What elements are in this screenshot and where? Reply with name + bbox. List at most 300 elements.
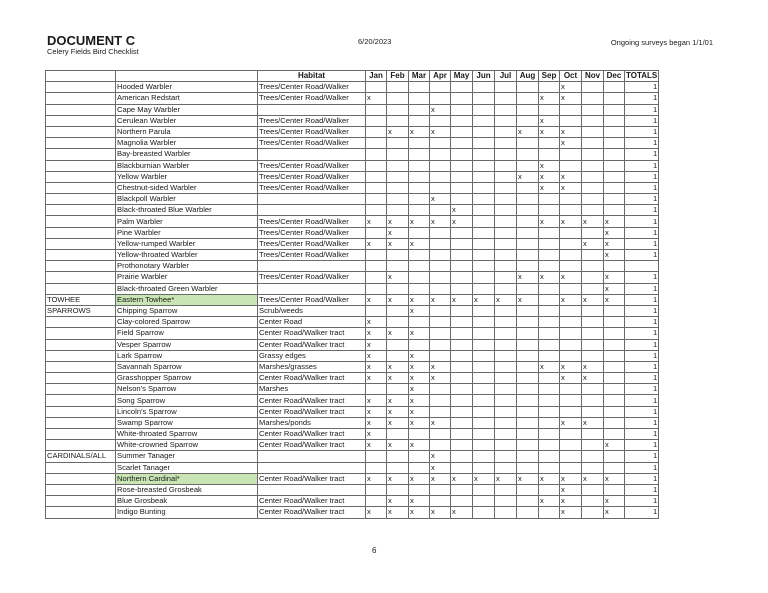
month-mark-cell: x xyxy=(387,440,409,451)
survey-note: Ongoing surveys began 1/1/01 xyxy=(610,38,713,47)
group-cell xyxy=(46,484,116,495)
month-mark-cell xyxy=(560,317,582,328)
month-mark-cell: x xyxy=(430,104,451,115)
species-cell: Cape May Warbler xyxy=(116,104,258,115)
month-mark-cell xyxy=(451,305,473,316)
month-mark-cell: x xyxy=(409,395,430,406)
table-row xyxy=(46,305,659,316)
month-mark-cell xyxy=(473,484,495,495)
group-cell xyxy=(46,115,116,126)
month-mark-cell xyxy=(539,82,560,93)
month-mark-cell xyxy=(451,417,473,428)
month-mark-cell xyxy=(451,429,473,440)
month-mark-cell xyxy=(582,82,604,93)
month-mark-cell xyxy=(430,171,451,182)
month-mark-cell: x xyxy=(604,294,625,305)
month-mark-cell: x xyxy=(560,93,582,104)
month-mark-cell xyxy=(387,350,409,361)
species-cell: Black-throated Blue Warbler xyxy=(116,205,258,216)
habitat-cell: Center Road xyxy=(258,317,366,328)
month-mark-cell xyxy=(473,462,495,473)
group-cell: CARDINALS/ALL xyxy=(46,451,116,462)
table-row xyxy=(46,194,659,205)
table-row xyxy=(46,227,659,238)
month-mark-cell xyxy=(582,406,604,417)
month-mark-cell xyxy=(387,194,409,205)
month-mark-cell xyxy=(517,194,539,205)
month-mark-cell xyxy=(473,283,495,294)
month-mark-cell xyxy=(539,250,560,261)
header-totals: TOTALS xyxy=(626,71,658,81)
month-mark-cell xyxy=(582,272,604,283)
month-mark-cell xyxy=(366,82,387,93)
month-mark-cell xyxy=(387,317,409,328)
month-mark-cell xyxy=(604,339,625,350)
month-mark-cell xyxy=(366,261,387,272)
month-mark-cell xyxy=(582,339,604,350)
month-mark-cell xyxy=(430,305,451,316)
total-cell: 1 xyxy=(625,138,659,149)
month-mark-cell xyxy=(560,115,582,126)
month-mark-cell xyxy=(495,138,517,149)
month-mark-cell: x xyxy=(517,272,539,283)
month-mark-cell xyxy=(495,104,517,115)
month-mark-cell: x xyxy=(604,238,625,249)
month-mark-cell xyxy=(517,82,539,93)
month-mark-cell xyxy=(409,93,430,104)
habitat-cell: Trees/Center Road/Walker xyxy=(258,238,366,249)
month-mark-cell xyxy=(604,205,625,216)
total-cell: 1 xyxy=(625,194,659,205)
month-mark-cell xyxy=(560,429,582,440)
table-row xyxy=(46,429,659,440)
table-row xyxy=(46,261,659,272)
month-mark-cell xyxy=(409,138,430,149)
month-mark-cell xyxy=(430,82,451,93)
species-cell: American Redstart xyxy=(116,93,258,104)
month-mark-cell xyxy=(582,227,604,238)
month-mark-cell xyxy=(430,115,451,126)
month-mark-cell xyxy=(539,462,560,473)
habitat-cell: Center Road/Walker tract xyxy=(258,473,366,484)
table-row xyxy=(46,417,659,428)
month-mark-cell xyxy=(517,138,539,149)
table-row xyxy=(46,339,659,350)
month-mark-cell xyxy=(582,283,604,294)
month-mark-cell: x xyxy=(387,507,409,518)
habitat-cell: Trees/Center Road/Walker xyxy=(258,126,366,137)
habitat-cell xyxy=(258,194,366,205)
header-feb: Feb xyxy=(387,71,409,82)
month-mark-cell xyxy=(366,104,387,115)
month-mark-cell xyxy=(604,361,625,372)
group-cell xyxy=(46,138,116,149)
table-row xyxy=(46,496,659,507)
habitat-cell: Trees/Center Road/Walker xyxy=(258,138,366,149)
month-mark-cell xyxy=(430,440,451,451)
month-mark-cell xyxy=(430,250,451,261)
month-mark-cell xyxy=(582,171,604,182)
table-row xyxy=(46,149,659,160)
group-cell xyxy=(46,429,116,440)
month-mark-cell xyxy=(495,317,517,328)
month-mark-cell xyxy=(473,126,495,137)
month-mark-cell xyxy=(560,194,582,205)
total-cell: 1 xyxy=(625,115,659,126)
month-mark-cell xyxy=(409,250,430,261)
month-mark-cell xyxy=(539,138,560,149)
species-cell: White-throated Sparrow xyxy=(116,429,258,440)
month-mark-cell xyxy=(473,138,495,149)
month-mark-cell xyxy=(409,429,430,440)
month-mark-cell: x xyxy=(495,294,517,305)
month-mark-cell xyxy=(387,451,409,462)
group-cell xyxy=(46,384,116,395)
habitat-cell xyxy=(258,451,366,462)
month-mark-cell: x xyxy=(560,507,582,518)
header-habitat: Habitat xyxy=(258,71,366,82)
total-cell: 1 xyxy=(625,406,659,417)
month-mark-cell: x xyxy=(560,272,582,283)
group-cell xyxy=(46,82,116,93)
month-mark-cell xyxy=(430,384,451,395)
habitat-cell xyxy=(258,149,366,160)
month-mark-cell xyxy=(366,171,387,182)
month-mark-cell xyxy=(539,406,560,417)
month-mark-cell xyxy=(430,238,451,249)
header-jul: Jul xyxy=(495,71,517,82)
month-mark-cell xyxy=(387,462,409,473)
group-cell xyxy=(46,440,116,451)
month-mark-cell xyxy=(539,484,560,495)
month-mark-cell xyxy=(451,115,473,126)
group-cell xyxy=(46,350,116,361)
month-mark-cell: x xyxy=(539,182,560,193)
month-mark-cell xyxy=(495,384,517,395)
species-cell: Northern Parula xyxy=(116,126,258,137)
habitat-cell: Trees/Center Road/Walker xyxy=(258,294,366,305)
month-mark-cell: x xyxy=(387,328,409,339)
species-cell: Vesper Sparrow xyxy=(116,339,258,350)
month-mark-cell xyxy=(495,328,517,339)
month-mark-cell: x xyxy=(451,216,473,227)
month-mark-cell xyxy=(604,451,625,462)
bird-checklist-table xyxy=(45,70,659,519)
month-mark-cell: x xyxy=(582,373,604,384)
month-mark-cell xyxy=(366,160,387,171)
month-mark-cell: x xyxy=(409,496,430,507)
month-mark-cell xyxy=(451,395,473,406)
table-row xyxy=(46,406,659,417)
month-mark-cell xyxy=(366,462,387,473)
month-mark-cell xyxy=(366,496,387,507)
month-mark-cell xyxy=(495,205,517,216)
month-mark-cell xyxy=(495,462,517,473)
month-mark-cell xyxy=(451,194,473,205)
month-mark-cell xyxy=(517,328,539,339)
month-mark-cell xyxy=(560,350,582,361)
month-mark-cell: x xyxy=(387,227,409,238)
group-cell: TOWHEE xyxy=(46,294,116,305)
month-mark-cell xyxy=(539,227,560,238)
month-mark-cell xyxy=(366,451,387,462)
group-cell xyxy=(46,317,116,328)
month-mark-cell xyxy=(560,149,582,160)
month-mark-cell xyxy=(539,261,560,272)
habitat-cell xyxy=(258,484,366,495)
month-mark-cell: x xyxy=(539,272,560,283)
month-mark-cell xyxy=(430,395,451,406)
month-mark-cell xyxy=(560,227,582,238)
month-mark-cell xyxy=(473,227,495,238)
group-cell xyxy=(46,462,116,473)
month-mark-cell xyxy=(517,261,539,272)
month-mark-cell xyxy=(582,149,604,160)
month-mark-cell: x xyxy=(430,462,451,473)
month-mark-cell xyxy=(539,149,560,160)
month-mark-cell xyxy=(517,93,539,104)
month-mark-cell xyxy=(604,484,625,495)
month-mark-cell xyxy=(495,484,517,495)
month-mark-cell: x xyxy=(560,361,582,372)
month-mark-cell: x xyxy=(582,216,604,227)
month-mark-cell xyxy=(451,104,473,115)
month-mark-cell xyxy=(560,205,582,216)
header-nov: Nov xyxy=(582,71,604,82)
total-cell: 1 xyxy=(625,305,659,316)
total-cell: 1 xyxy=(625,93,659,104)
month-mark-cell xyxy=(517,417,539,428)
header-mar: Mar xyxy=(409,71,430,82)
month-mark-cell xyxy=(451,317,473,328)
month-mark-cell xyxy=(517,149,539,160)
month-mark-cell xyxy=(517,484,539,495)
month-mark-cell xyxy=(387,250,409,261)
month-mark-cell xyxy=(517,227,539,238)
habitat-cell: Center Road/Walker tract xyxy=(258,507,366,518)
total-cell: 1 xyxy=(625,283,659,294)
month-mark-cell xyxy=(604,328,625,339)
total-cell: 1 xyxy=(625,328,659,339)
habitat-cell: Marshes xyxy=(258,384,366,395)
month-mark-cell: x xyxy=(409,361,430,372)
month-mark-cell xyxy=(473,149,495,160)
month-mark-cell xyxy=(517,283,539,294)
month-mark-cell xyxy=(430,227,451,238)
month-mark-cell xyxy=(430,272,451,283)
species-cell: Rose-breasted Grosbeak xyxy=(116,484,258,495)
month-mark-cell: x xyxy=(366,373,387,384)
month-mark-cell xyxy=(604,194,625,205)
month-mark-cell xyxy=(560,328,582,339)
page-number: 6 xyxy=(372,546,377,555)
month-mark-cell xyxy=(366,138,387,149)
month-mark-cell xyxy=(430,93,451,104)
table-row xyxy=(46,171,659,182)
month-mark-cell: x xyxy=(430,451,451,462)
month-mark-cell xyxy=(430,350,451,361)
month-mark-cell xyxy=(517,350,539,361)
month-mark-cell: x xyxy=(387,373,409,384)
month-mark-cell xyxy=(539,238,560,249)
month-mark-cell xyxy=(604,82,625,93)
table-row xyxy=(46,216,659,227)
checklist-subtitle: Celery Fields Bird Checklist xyxy=(47,47,139,56)
month-mark-cell: x xyxy=(604,507,625,518)
month-mark-cell xyxy=(539,384,560,395)
group-cell xyxy=(46,473,116,484)
month-mark-cell: x xyxy=(604,283,625,294)
total-cell: 1 xyxy=(625,160,659,171)
table-row xyxy=(46,507,659,518)
month-mark-cell: x xyxy=(409,473,430,484)
month-mark-cell xyxy=(539,205,560,216)
month-mark-cell: x xyxy=(582,238,604,249)
month-mark-cell xyxy=(451,384,473,395)
species-cell: Eastern Towhee* xyxy=(116,294,258,305)
total-cell: 1 xyxy=(625,272,659,283)
month-mark-cell xyxy=(451,339,473,350)
table-row xyxy=(46,451,659,462)
total-cell: 1 xyxy=(625,171,659,182)
month-mark-cell xyxy=(387,305,409,316)
month-mark-cell xyxy=(604,149,625,160)
habitat-cell xyxy=(258,462,366,473)
total-cell: 1 xyxy=(625,126,659,137)
month-mark-cell xyxy=(451,272,473,283)
month-mark-cell xyxy=(582,205,604,216)
group-cell xyxy=(46,126,116,137)
month-mark-cell: x xyxy=(582,361,604,372)
month-mark-cell: x xyxy=(560,82,582,93)
group-cell xyxy=(46,507,116,518)
month-mark-cell xyxy=(451,182,473,193)
month-mark-cell xyxy=(430,496,451,507)
month-mark-cell xyxy=(366,484,387,495)
month-mark-cell: x xyxy=(409,126,430,137)
species-cell: Yellow-throated Warbler xyxy=(116,250,258,261)
month-mark-cell xyxy=(387,115,409,126)
month-mark-cell xyxy=(517,395,539,406)
month-mark-cell xyxy=(409,484,430,495)
total-cell: 1 xyxy=(625,82,659,93)
month-mark-cell: x xyxy=(430,361,451,372)
month-mark-cell xyxy=(539,194,560,205)
month-mark-cell xyxy=(387,182,409,193)
month-mark-cell xyxy=(604,93,625,104)
month-mark-cell: x xyxy=(560,171,582,182)
month-mark-cell xyxy=(366,305,387,316)
habitat-cell: Trees/Center Road/Walker xyxy=(258,182,366,193)
month-mark-cell xyxy=(582,305,604,316)
month-mark-cell xyxy=(409,149,430,160)
month-mark-cell xyxy=(473,496,495,507)
month-mark-cell xyxy=(409,451,430,462)
month-mark-cell xyxy=(387,484,409,495)
month-mark-cell: x xyxy=(539,216,560,227)
total-cell: 1 xyxy=(625,227,659,238)
month-mark-cell xyxy=(430,484,451,495)
total-cell: 1 xyxy=(625,205,659,216)
month-mark-cell xyxy=(430,149,451,160)
month-mark-cell: x xyxy=(409,507,430,518)
month-mark-cell xyxy=(582,182,604,193)
group-cell xyxy=(46,373,116,384)
species-cell: Lark Sparrow xyxy=(116,350,258,361)
month-mark-cell xyxy=(539,317,560,328)
species-cell: Nelson's Sparrow xyxy=(116,384,258,395)
month-mark-cell xyxy=(366,115,387,126)
month-mark-cell: x xyxy=(387,406,409,417)
group-cell xyxy=(46,238,116,249)
month-mark-cell xyxy=(430,182,451,193)
group-cell xyxy=(46,160,116,171)
month-mark-cell xyxy=(495,339,517,350)
month-mark-cell xyxy=(517,451,539,462)
month-mark-cell xyxy=(451,93,473,104)
total-cell: 1 xyxy=(625,473,659,484)
species-cell: Field Sparrow xyxy=(116,328,258,339)
month-mark-cell xyxy=(451,160,473,171)
month-mark-cell xyxy=(473,160,495,171)
month-mark-cell xyxy=(582,451,604,462)
month-mark-cell xyxy=(495,261,517,272)
month-mark-cell: x xyxy=(409,350,430,361)
month-mark-cell xyxy=(409,160,430,171)
month-mark-cell xyxy=(539,429,560,440)
species-cell: Prairie Warbler xyxy=(116,272,258,283)
month-mark-cell xyxy=(604,373,625,384)
month-mark-cell xyxy=(495,395,517,406)
total-cell: 1 xyxy=(625,250,659,261)
month-mark-cell xyxy=(604,182,625,193)
species-cell: Magnolia Warbler xyxy=(116,138,258,149)
month-mark-cell xyxy=(409,82,430,93)
month-mark-cell xyxy=(366,250,387,261)
header-jan: Jan xyxy=(366,71,387,82)
month-mark-cell xyxy=(539,350,560,361)
species-cell: Cerulean Warbler xyxy=(116,115,258,126)
month-mark-cell xyxy=(539,417,560,428)
month-mark-cell xyxy=(604,462,625,473)
month-mark-cell xyxy=(451,82,473,93)
total-cell: 1 xyxy=(625,238,659,249)
month-mark-cell xyxy=(387,261,409,272)
month-mark-cell xyxy=(517,429,539,440)
month-mark-cell xyxy=(517,216,539,227)
total-cell: 1 xyxy=(625,417,659,428)
month-mark-cell xyxy=(582,328,604,339)
month-mark-cell: x xyxy=(430,417,451,428)
month-mark-cell xyxy=(366,272,387,283)
month-mark-cell xyxy=(430,160,451,171)
total-cell: 1 xyxy=(625,507,659,518)
habitat-cell: Center Road/Walker tract xyxy=(258,373,366,384)
month-mark-cell xyxy=(387,149,409,160)
month-mark-cell xyxy=(539,104,560,115)
month-mark-cell xyxy=(517,496,539,507)
group-cell xyxy=(46,216,116,227)
group-cell xyxy=(46,339,116,350)
group-cell xyxy=(46,496,116,507)
month-mark-cell: x xyxy=(430,294,451,305)
total-cell: 1 xyxy=(625,462,659,473)
month-mark-cell: x xyxy=(517,126,539,137)
month-mark-cell: x xyxy=(387,361,409,372)
month-mark-cell xyxy=(495,182,517,193)
table-row xyxy=(46,205,659,216)
month-mark-cell xyxy=(473,406,495,417)
